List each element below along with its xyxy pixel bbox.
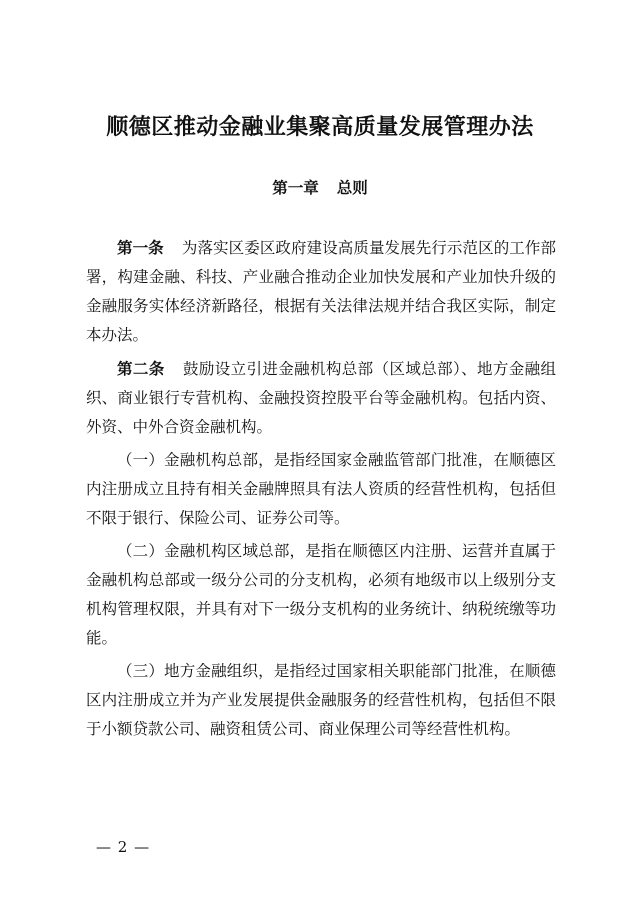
chapter-name: 总则 bbox=[336, 178, 368, 197]
article-number: 第二条 bbox=[117, 359, 165, 378]
page-number: — 2 — bbox=[96, 838, 151, 856]
article-number: 第一条 bbox=[117, 238, 164, 257]
article-text: 为落实区委区政府建设高质量发展先行示范区的工作部署，构建金融、科技、产业融合推动企业加快发展和产业加快升级的金融服务实体经济新路径，根据有关法律法规并结合我区实际，制定本办法。 bbox=[86, 239, 556, 344]
article-paragraph-1 bbox=[86, 233, 556, 350]
article-paragraph-2 bbox=[86, 354, 556, 442]
chapter-heading bbox=[0, 176, 640, 200]
clause-paragraph-2 bbox=[86, 537, 556, 653]
clause-text: （一）金融机构总部，是指经国家金融监管部门批准，在顺德区内注册成立且持有相关金融牌照具有法人资质的经营性机构，包括但不限于银行、保险公司、证券公司等。 bbox=[86, 451, 556, 527]
clause-text: （三）地方金融组织，是指经过国家相关职能部门批准，在顺德区内注册成立并为产业发展提供金融服务的经营性机构，包括但不限于小额贷款公司、融资租赁公司、商业保理公司等经营性机构。 bbox=[86, 662, 556, 738]
article-text: 鼓励设立引进金融机构总部（区域总部）、地方金融组织、商业银行专营机构、金融投资控股平台等金融机构。包括内资、外资、中外合资金融机构。 bbox=[86, 360, 556, 436]
document-title: 顺德区推动金融业集聚高质量发展管理办法 bbox=[106, 114, 534, 140]
document-body bbox=[86, 233, 556, 744]
chapter-number: 第一章 bbox=[272, 178, 319, 197]
clause-paragraph-1 bbox=[86, 446, 556, 533]
clause-paragraph-3 bbox=[86, 657, 556, 744]
clause-text: （二）金融机构区域总部，是指在顺德区内注册、运营并直属于金融机构总部或一级分公司的分支机构，必须有地级市以上级别分支机构管理权限，并具有对下一级分支机构的业务统计、纳税统缴等功能。 bbox=[86, 542, 556, 647]
